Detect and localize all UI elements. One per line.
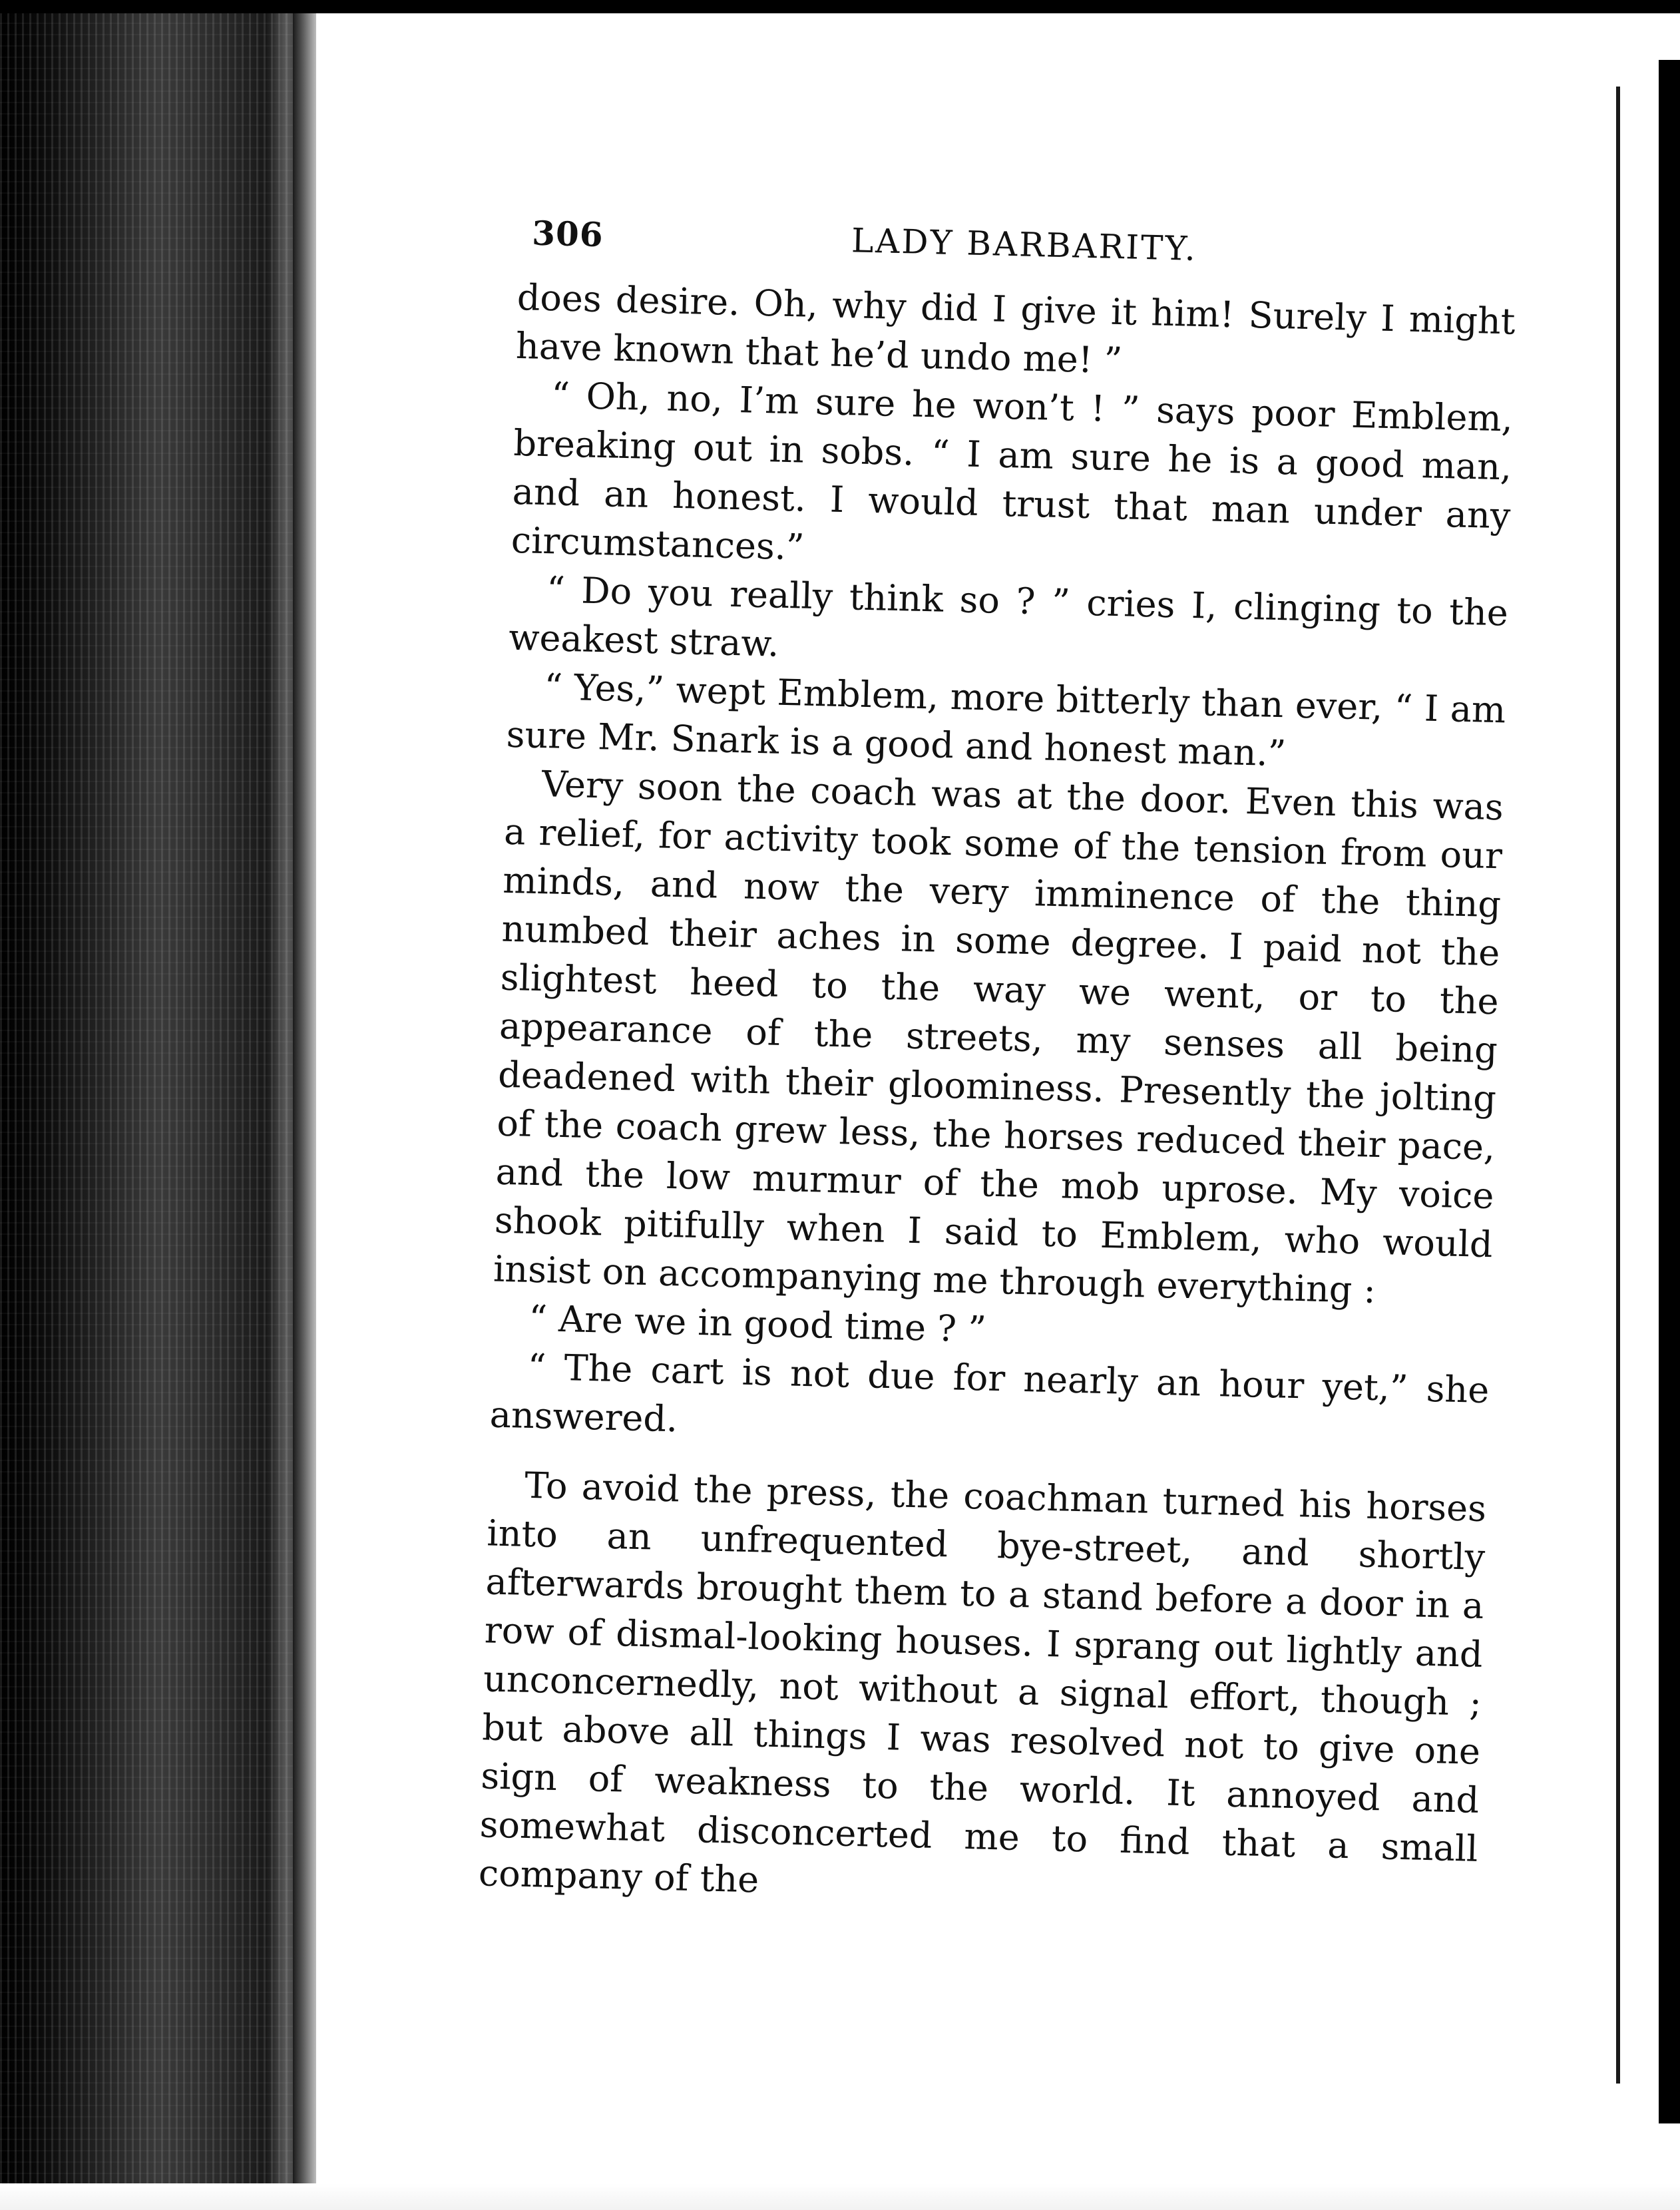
paragraph: To avoid the press, the coachman turned his horses into an unfrequented bye-street, and shortly afterwards brought them to a stand before a door in a row of dismal-looking houses. I sprang out lightly and unconcernedly, not without a signal effort, though ; but above all things I was resolved not to give one sign of weakness to the world. It annoyed and somewhat disconcerted me to find that a small company of the (478, 1464, 1487, 1901)
paragraph: does desire. Oh, why did I give it him! Surely I might have known that he’d undo me! ” (515, 276, 1516, 382)
paragraph: “ The cart is not due for nearly an hour yet,” she answered. (489, 1345, 1490, 1440)
running-title: LADY BARBARITY. (851, 221, 1198, 268)
book-page (478, 213, 1517, 1922)
paragraph: “ Oh, no, I’m sure he won’t ! ” says poor Emblem, breaking out in sobs. “ I am sure he is a good man, and an honest. I would trust that man under any circumstances.” (511, 374, 1514, 568)
page-number: 306 (531, 213, 604, 255)
scan-right-border (1659, 60, 1680, 2123)
paragraph: “ Do you really think so ? ” cries I, clinging to the weakest straw. (508, 568, 1509, 665)
page-gutter (293, 0, 316, 2210)
paragraph: “ Yes,” wept Emblem, more bitterly than ever, “ I am sure Mr. Snark is a good and honest man.” (506, 666, 1506, 775)
scan-top-border (0, 0, 1680, 13)
scan-bottom-border (0, 2183, 1680, 2210)
paragraph: Very soon the coach was at the door. Even this was a relief, for activity took some of the tension from our minds, and now the very imminence of the thing numbed their aches in some degree. I paid not the slightest heed to the way we went, or to the appearance of the streets, my senses all being deadened with their gloominess. Presently the jolting of the coach grew less, the horses reduced their pace, and the low murmur of the mob uprose. My voice shook pitifully when I said to Emblem, who would insist on accompanying me through everything : (493, 763, 1504, 1311)
next-page-edge (1616, 87, 1620, 2084)
page-body (478, 273, 1516, 1922)
paragraph: “ Are we in good time ? ” (528, 1297, 987, 1351)
